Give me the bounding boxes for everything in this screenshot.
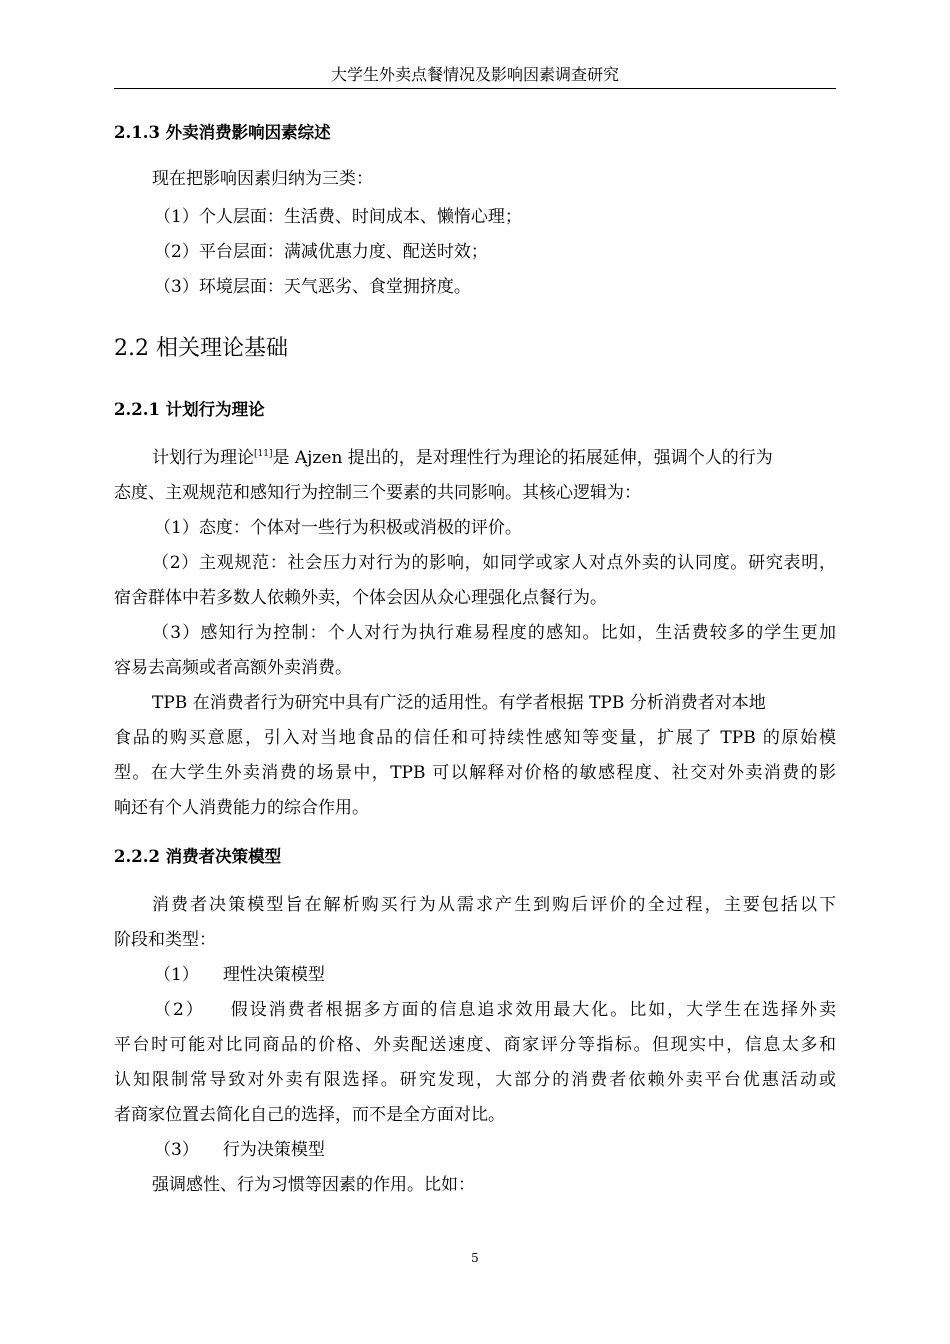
paragraph-line: 食品的购买意愿，引入对当地食品的信任和可持续性感知等变量，扩展了 TPB 的原始模 [114, 728, 836, 748]
paragraph-line: 容易去高频或者高额外卖消费。 [114, 658, 352, 678]
list-number: （2） [154, 1000, 205, 1020]
section-heading-2-2: 2.2 相关理论基础 [114, 336, 288, 361]
paragraph-line: 认知限制常导致对外卖有限选择。研究发现，大部分的消费者依赖外卖平台优惠活动或 [114, 1070, 836, 1090]
list-item: （1）态度：个体对一些行为积极或消极的评价。 [154, 518, 522, 538]
running-header: 大学生外卖点餐情况及影响因素调查研究 [330, 65, 619, 84]
list-item [154, 998, 836, 1022]
paragraph-line: 响还有个人消费能力的综合作用。 [114, 798, 369, 818]
text-run: 计划行为理论 [152, 448, 254, 468]
list-item [154, 1138, 325, 1162]
paragraph-line: 宿舍群体中若多数人依赖外卖，个体会因从众心理强化点餐行为。 [114, 588, 607, 608]
paragraph-line: 现在把影响因素归纳为三类： [152, 169, 373, 189]
paragraph-line [152, 446, 773, 470]
paragraph-line: 阶段和类型： [114, 930, 216, 950]
paragraph-line: 消费者决策模型旨在解析购买行为从需求产生到购后评价的全过程，主要包括以下 [152, 895, 836, 915]
paragraph-line: 者商家位置去简化自己的选择，而不是全方面对比。 [114, 1105, 505, 1125]
paragraph-line: 平台时可能对比同商品的价格、外卖配送速度、商家评分等指标。但现实中，信息太多和 [114, 1035, 836, 1055]
list-item [154, 963, 325, 987]
header-rule [114, 88, 836, 89]
list-text: 理性决策模型 [222, 965, 325, 985]
list-item: （2）主观规范：社会压力对行为的影响，如同学或家人对点外卖的认同度。研究表明， [152, 553, 836, 573]
section-heading-2-2-1: 2.2.1 计划行为理论 [114, 400, 265, 419]
list-item: （1）个人层面：生活费、时间成本、懒惰心理； [154, 207, 522, 227]
list-item: （2）平台层面：满减优惠力度、配送时效； [154, 242, 488, 262]
list-number: （3） [154, 1140, 199, 1160]
paragraph-line: 型。在大学生外卖消费的场景中，TPB 可以解释对价格的敏感程度、社交对外卖消费的影 [114, 763, 836, 783]
citation-ref: [11] [254, 449, 273, 459]
list-number: （1） [154, 965, 199, 985]
list-item: （3）环境层面：天气恶劣、食堂拥挤度。 [154, 277, 471, 297]
paragraph-line: TPB 在消费者行为研究中具有广泛的适用性。有学者根据 TPB 分析消费者对本地 [152, 693, 766, 713]
list-text: 行为决策模型 [222, 1140, 325, 1160]
section-heading-2-1-3: 2.1.3 外卖消费影响因素综述 [114, 123, 331, 142]
section-heading-2-2-2: 2.2.2 消费者决策模型 [114, 847, 282, 866]
page-number: 5 [471, 1251, 479, 1265]
paragraph-line: 态度、主观规范和感知行为控制三个要素的共同影响。其核心逻辑为： [114, 483, 641, 503]
list-item: （3）感知行为控制：个人对行为执行难易程度的感知。比如，生活费较多的学生更加 [152, 623, 836, 643]
list-text: 假设消费者根据多方面的信息追求效用最大化。比如，大学生在选择外卖 [228, 1000, 836, 1020]
text-run: 是 Ajzen 提出的，是对理性行为理论的拓展延伸，强调个人的行为 [272, 448, 773, 468]
paragraph-line: 强调感性、行为习惯等因素的作用。比如： [152, 1175, 475, 1195]
